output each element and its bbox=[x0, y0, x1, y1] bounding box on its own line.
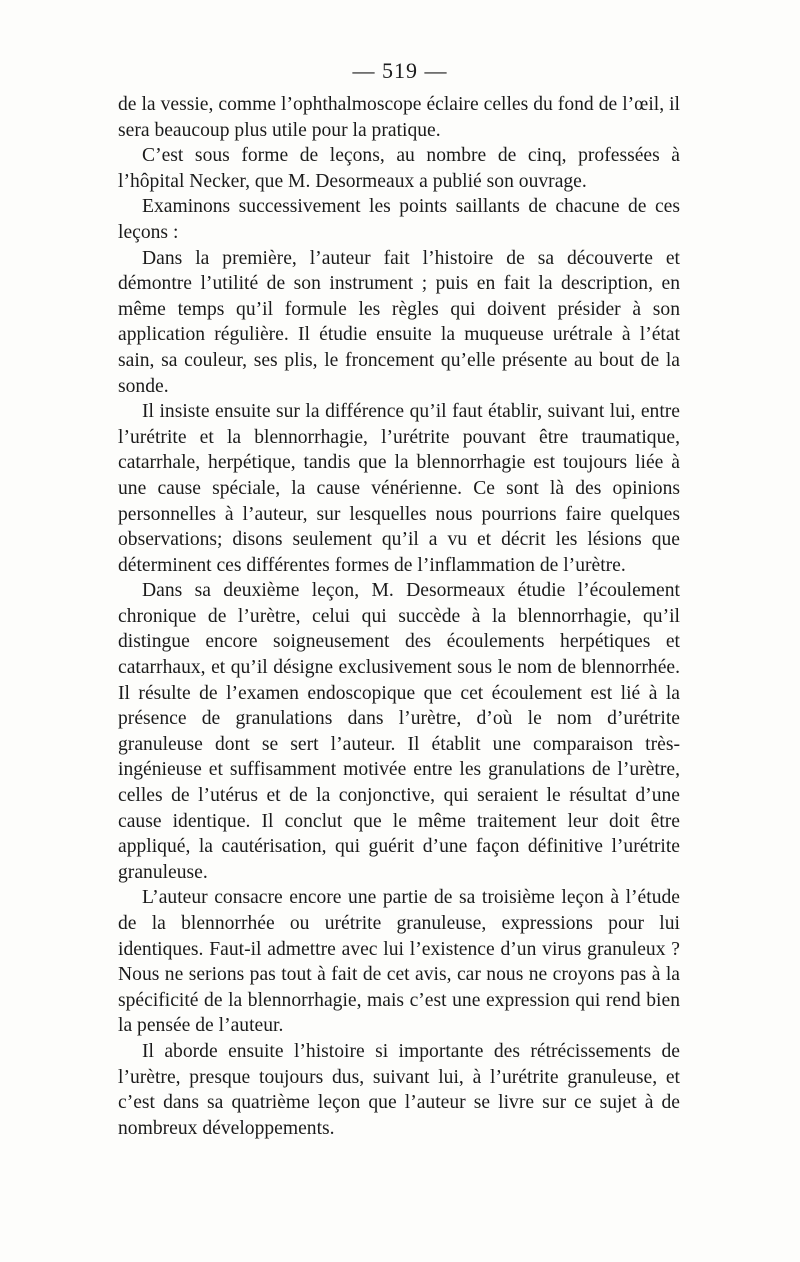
body-text bbox=[118, 92, 680, 1141]
paragraph-1: de la vessie, comme l’ophthalmoscope éclaire celles du fond de l’œil, il sera beaucoup plus utile pour la pratique. bbox=[118, 94, 680, 141]
page-number-header: — 519 — bbox=[352, 58, 448, 83]
paragraph-6: Dans sa deuxième leçon, M. Desormeaux étudie l’écoulement chronique de l’urètre, celui qui succède à la blennorrhagie, qu’il distingue encore soigneusement des écoulements herpétiques et catarrhaux, et qu’il désigne exclusivement sous le nom de blennorrhée. Il résulte de l’examen endoscopique que cet écoulement est lié à la présence de granulations dans l’urètre, d’où le nom d’urétrite granuleuse dont se sert l’auteur. Il établit une comparaison très-ingénieuse et suffisamment motivée entre les granulations de l’urètre, celles de l’utérus et de la conjonctive, qui seraient le résultat d’une cause identique. Il conclut que le même traitement leur doit être appliqué, la cautérisation, qui guérit d’une façon définitive l’urétrite granuleuse. bbox=[118, 580, 680, 883]
paragraph-4: Dans la première, l’auteur fait l’histoire de sa découverte et démontre l’utilité de son instrument ; puis en fait la description, en même temps qu’il formule les règles qui doivent présider à son application régulière. Il étudie ensuite la muqueuse urétrale à l’état sain, sa couleur, ses plis, le froncement qu’elle présente au bout de la sonde. bbox=[118, 247, 680, 397]
paragraph-8: Il aborde ensuite l’histoire si importante des rétrécissements de l’urètre, presque toujours dus, suivant lui, à l’urétrite granuleuse, et c’est dans sa quatrième leçon que l’auteur se livre sur ce sujet à de nombreux développements. bbox=[118, 1040, 680, 1139]
paragraph-3: Examinons successivement les points saillants de chacune de ces leçons : bbox=[118, 196, 680, 243]
paragraph-2: C’est sous forme de leçons, au nombre de cinq, professées à l’hôpital Necker, que M. Desormeaux a publié son ouvrage. bbox=[118, 145, 680, 192]
paragraph-5: Il insiste ensuite sur la différence qu’il faut établir, suivant lui, entre l’urétrite et la blennorrhagie, l’urétrite pouvant être traumatique, catarrhale, herpétique, tandis que la blennorrhagie est toujours liée à une cause spéciale, la cause vénérienne. Ce sont là des opinions personnelles à l’auteur, sur lesquelles nous pourrions faire quelques observations; disons seulement qu’il a vu et décrit les lésions que déterminent ces différentes formes de l’inflammation de l’urètre. bbox=[118, 401, 680, 576]
paragraph-7: L’auteur consacre encore une partie de sa troisième leçon à l’étude de la blennorrhée ou urétrite granuleuse, expressions pour lui identiques. Faut-il admettre avec lui l’existence d’un virus granuleux ? Nous ne serions pas tout à fait de cet avis, car nous ne croyons pas à la spécificité de la blennorrhagie, mais c’est une expression qui rend bien la pensée de l’auteur. bbox=[118, 887, 680, 1037]
